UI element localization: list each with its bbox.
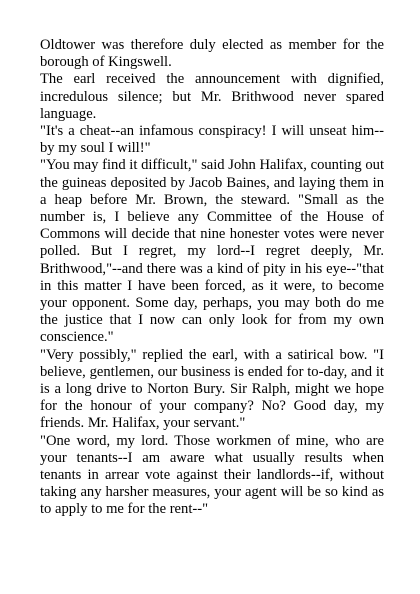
paragraph-election-result: Oldtower was therefore duly elected as member for the borough of Kingswell. bbox=[40, 37, 384, 71]
document-page bbox=[40, 37, 384, 519]
paragraph-earl-reaction: The earl received the announcement with dignified, incredulous silence; but Mr. Brithwood never spared language. bbox=[40, 71, 384, 122]
paragraph-brithwood-outburst: "It's a cheat--an infamous conspiracy! I will unseat him--by my soul I will!" bbox=[40, 123, 384, 157]
paragraph-halifax-reply: "You may find it difficult," said John Halifax, counting out the guineas deposited by Jacob Baines, and laying them in a heap before Mr. Brown, the steward. "Small as the number is, I believe any Committee of the House of Commons will decide that nine honester votes were never polled. But I regret, my lord--I regret deeply, Mr. Brithwood,"--and there was a kind of pity in his eye--"that in this matter I have been forced, as it were, to become your opponent. Some day, perhaps, you may both do me the justice that I now can only look for from my own conscience." bbox=[40, 157, 384, 346]
paragraph-earl-reply: "Very possibly," replied the earl, with a satirical bow. "I believe, gentlemen, our business is ended for to-day, and it is a long drive to Norton Bury. Sir Ralph, might we hope for the honour of your company? No? Good day, my friends. Mr. Halifax, your servant." bbox=[40, 346, 384, 432]
paragraph-halifax-request: "One word, my lord. Those workmen of mine, who are your tenants--I am aware what usually results when tenants in arrear vote against their landlords--if, without taking any harsher measures, your agent will be so kind as to apply to me for the rent--" bbox=[40, 432, 384, 518]
